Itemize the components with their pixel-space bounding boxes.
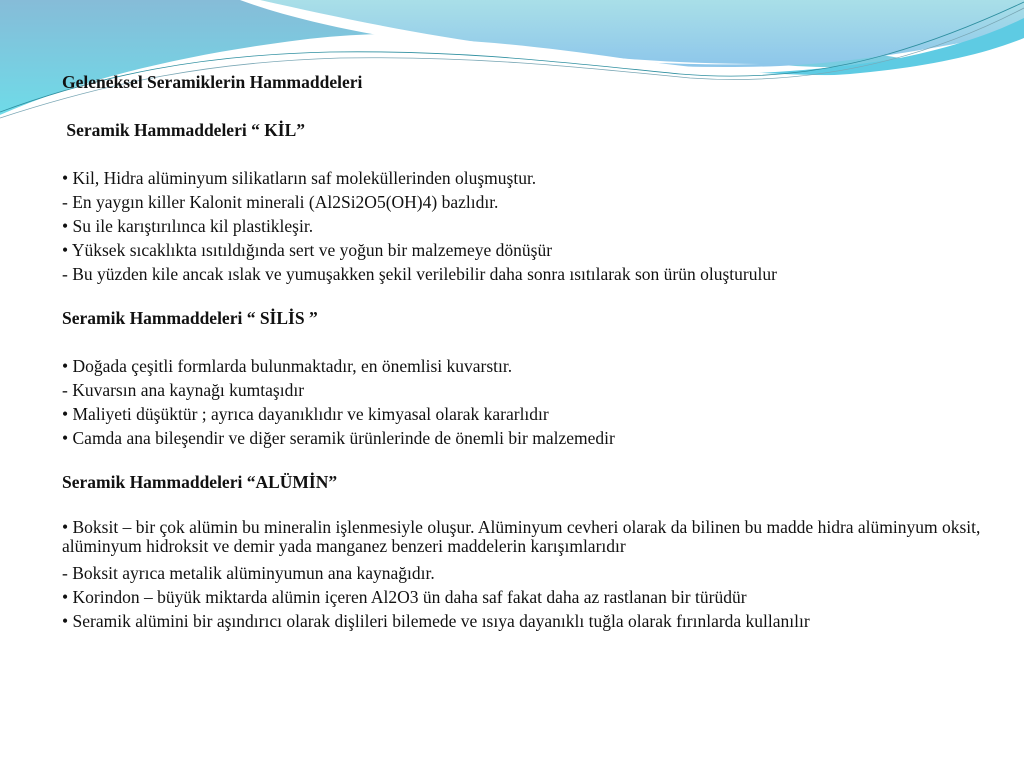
list-item: • Seramik alümini bir aşındırıcı olarak dişlileri bilemede ve ısıya dayanıklı tuğla olarak fırınlarda kullanılır xyxy=(62,611,810,631)
list-item: • Doğada çeşitli formlarda bulunmaktadır, en önemlisi kuvarstır. xyxy=(62,356,513,376)
list-item: • Su ile karıştırılınca kil plastikleşir. xyxy=(62,216,314,236)
slide-title: Geleneksel Seramiklerin Hammaddeleri xyxy=(62,72,363,92)
section-heading-kil: Seramik Hammaddeleri “ KİL” xyxy=(62,120,306,140)
list-item: - Boksit ayrıca metalik alüminyumun ana kaynağıdır. xyxy=(62,563,435,583)
list-item: - En yaygın killer Kalonit minerali (Al2Si2O5(OH)4) bazlıdır. xyxy=(62,192,499,212)
section-heading-silis: Seramik Hammaddeleri “ SİLİS ” xyxy=(62,308,318,328)
slide-content xyxy=(62,70,992,633)
list-item: • Maliyeti düşüktür ; ayrıca dayanıklıdır ve kimyasal olarak kararlıdır xyxy=(62,404,549,424)
list-item: - Bu yüzden kile ancak ıslak ve yumuşakken şekil verilebilir daha sonra ısıtılarak son ürün oluşturulur xyxy=(62,264,777,284)
list-item: • Kil, Hidra alüminyum silikatların saf moleküllerinden oluşmuştur. xyxy=(62,168,537,188)
section-heading-alumin: Seramik Hammaddeleri “ALÜMİN” xyxy=(62,472,338,492)
list-item: - Kuvarsın ana kaynağı kumtaşıdır xyxy=(62,380,305,400)
list-item: • Yüksek sıcaklıkta ısıtıldığında sert ve yoğun bir malzemeye dönüşür xyxy=(62,240,553,260)
list-item-paragraph: • Boksit – bir çok alümin bu mineralin işlenmesiyle oluşur. Alüminyum cevheri olarak da bilinen bu madde hidra alüminyum oksit, alüminyum hidroksit ve demir yada manganez benzeri maddelerin karışımlarıdır xyxy=(62,517,981,556)
list-item: • Korindon – büyük miktarda alümin içeren Al2O3 ün daha saf fakat daha az rastlanan bir türüdür xyxy=(62,587,747,607)
list-item: • Camda ana bileşendir ve diğer seramik ürünlerinde de önemli bir malzemedir xyxy=(62,428,615,448)
